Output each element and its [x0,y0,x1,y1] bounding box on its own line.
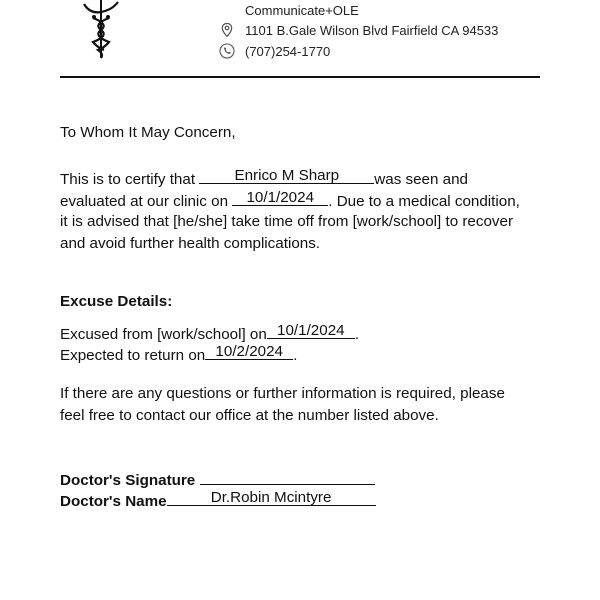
questions-line-1: If there are any questions or further information is required, please [60,385,505,402]
visit-date-field [232,190,328,213]
excused-suffix: . [354,326,360,343]
cert-seen: was seen and [374,171,469,188]
return-date-field [205,344,293,367]
salutation: To Whom It May Concern, [60,124,236,141]
doctor-name: Dr.Robin Mcintyre [210,489,332,506]
excused-prefix: Excused from [work/school] on [60,326,267,343]
avoid-line: and avoid further health complications. [60,235,321,252]
clinic-phone: (707)254-1770 [245,44,331,59]
signature-blank [200,469,375,485]
certification-line-2 [60,190,520,213]
caduceus-logo-icon [80,0,122,60]
doctor-name-line [60,490,376,513]
clinic-address: 1101 B.Gale Wilson Blvd Fairfield CA 94533 [245,23,499,38]
patient-name: Enrico M Sharp [234,167,340,184]
return-suffix: . [293,347,298,364]
org-name: Communicate+OLE [245,3,359,18]
excuse-heading: Excuse Details: [60,293,173,310]
signature-label: Doctor's Signature [60,472,196,489]
phone-icon [219,43,235,59]
clinic-prefix: evaluated at our clinic on [60,193,229,210]
location-pin-icon [219,22,235,38]
excused-date: 10/1/2024 [277,322,345,339]
return-prefix: Expected to return on [60,347,206,364]
header-divider [60,76,540,78]
doctor-name-field [167,490,376,513]
questions-line-2: feel free to contact our office at the number listed above. [60,407,439,424]
visit-date: 10/1/2024 [246,189,315,206]
return-line [60,344,297,367]
return-date: 10/2/2024 [215,343,283,360]
clinic-suffix: . Due to a medical condition, [328,193,520,210]
cert-prefix: This is to certify that [60,171,196,188]
advice-line: it is advised that [he/she] take time off from [work/school] to recover [60,213,514,230]
name-label: Doctor's Name [60,493,167,510]
